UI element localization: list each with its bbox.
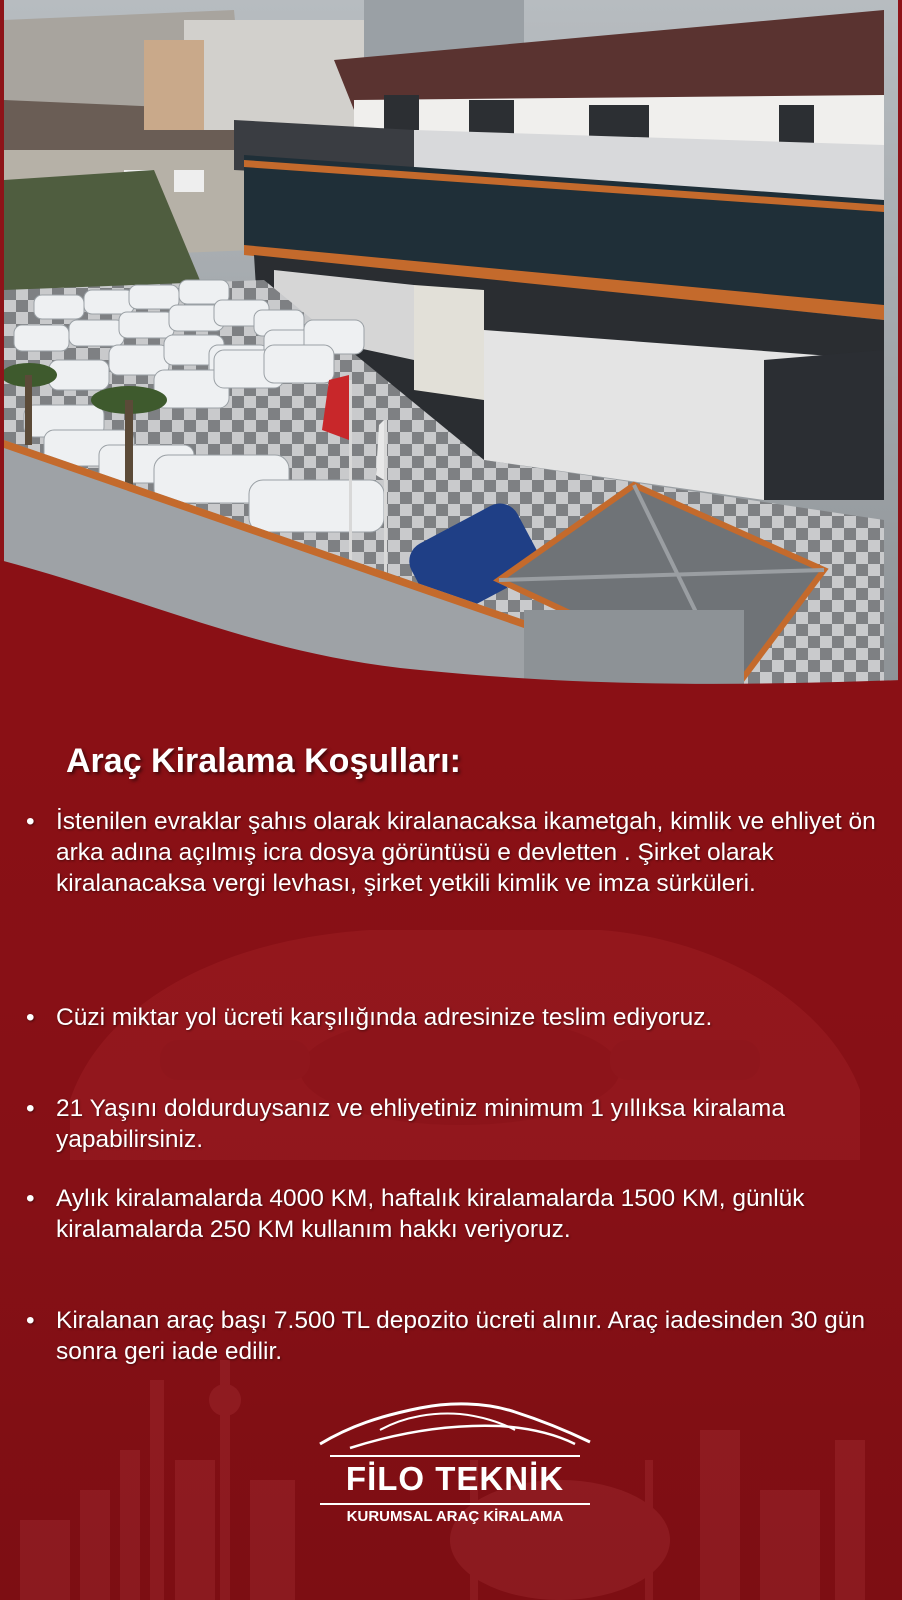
bullet-icon: • bbox=[26, 1004, 35, 1031]
bullet-icon: • bbox=[26, 808, 35, 835]
term-text: İstenilen evraklar şahıs olarak kiralanacaksa ikametgah, kimlik ve ehliyet ön arka adına açılmış icra dosya görüntüsü e devletten . Şirket olarak kiralanacaksa vergi levhası, şirket yetkili kimlik ve imza sürküleri. bbox=[56, 808, 876, 897]
list-item bbox=[26, 1305, 886, 1367]
list-item bbox=[26, 1002, 886, 1033]
term-text: 21 Yaşını doldurduysanız ve ehliyetiniz minimum 1 yıllıksa kiralama yapabilirsiniz. bbox=[56, 1095, 785, 1153]
bullet-icon: • bbox=[26, 1307, 35, 1334]
divider bbox=[320, 1503, 590, 1505]
bullet-icon: • bbox=[26, 1095, 35, 1122]
term-text: Kiralanan araç başı 7.500 TL depozito ücreti alınır. Araç iadesinden 30 gün sonra geri iade edilir. bbox=[56, 1307, 866, 1365]
list-item bbox=[26, 1093, 886, 1155]
brand-tagline: KURUMSAL ARAÇ KİRALAMA bbox=[346, 1508, 564, 1525]
brand-logo bbox=[310, 1386, 600, 1526]
wave-divider bbox=[0, 560, 902, 720]
page-title: Araç Kiralama Koşulları: bbox=[66, 742, 461, 780]
term-text: Aylık kiralamalarda 4000 KM, haftalık kiralamalarda 1500 KM, günlük kiralamalarda 250 KM kullanım hakkı veriyoruz. bbox=[56, 1185, 805, 1243]
list-item bbox=[26, 806, 886, 899]
car-watermark-icon bbox=[40, 900, 880, 1200]
list-item bbox=[26, 1183, 886, 1245]
brand-name: FİLO TEKNİK bbox=[345, 1460, 565, 1497]
car-silhouette-icon bbox=[310, 1386, 600, 1466]
bullet-icon: • bbox=[26, 1185, 35, 1212]
term-text: Cüzi miktar yol ücreti karşılığında adresinize teslim ediyoruz. bbox=[56, 1004, 713, 1031]
